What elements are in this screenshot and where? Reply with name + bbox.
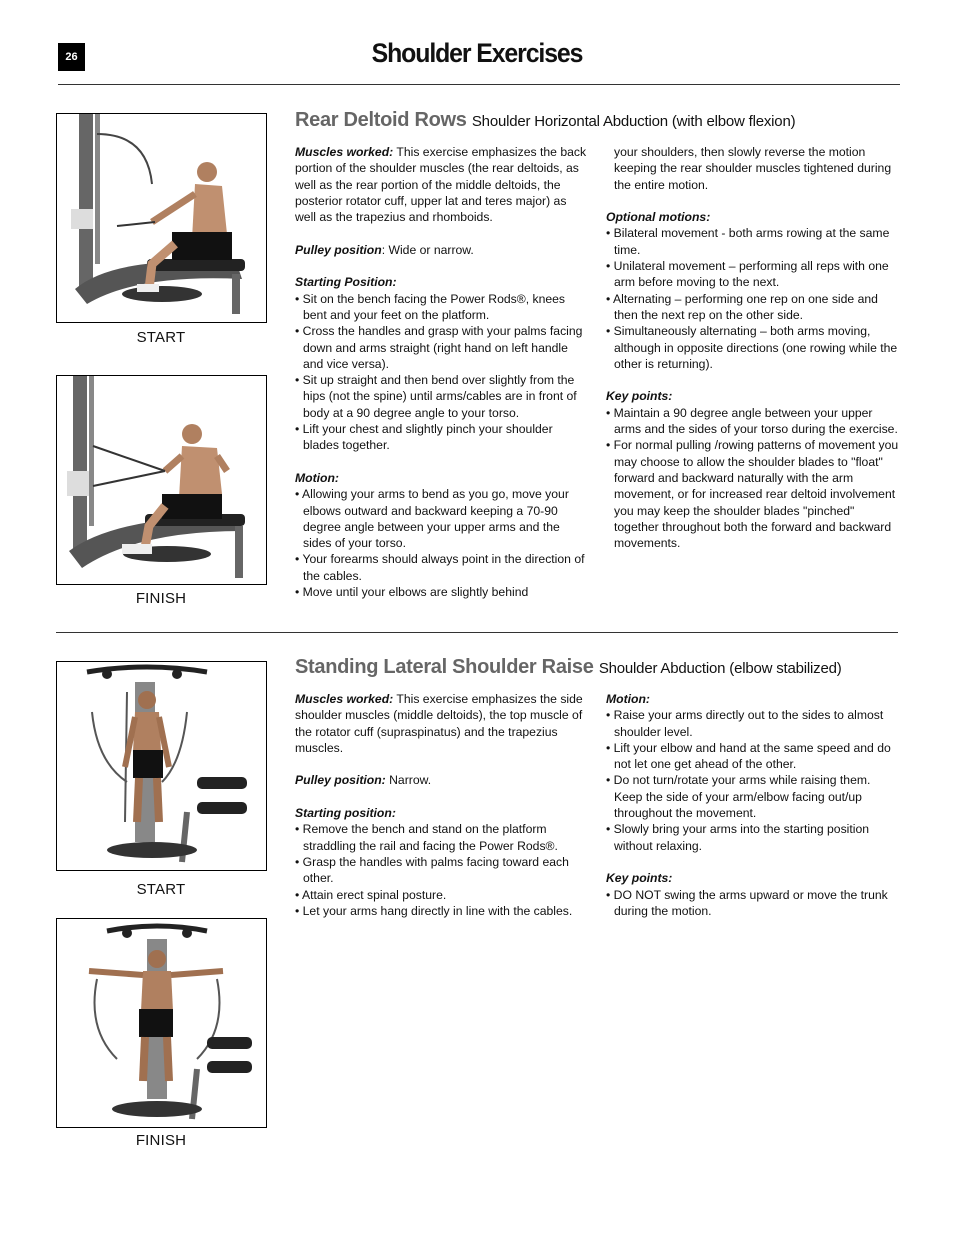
key-points-list <box>606 887 900 920</box>
exercise-subtitle: Shoulder Horizontal Abduction (with elbow flexion) <box>471 113 796 130</box>
page-title: Shoulder Exercises <box>371 38 583 68</box>
list-item: • Raise your arms directly out to the sides to almost shoulder level. <box>606 707 900 740</box>
list-item: • Let your arms hang directly in line with the cables. <box>295 903 590 919</box>
muscles-worked-paragraph <box>295 144 590 225</box>
pulley-position-paragraph <box>295 772 590 788</box>
list-item: • Simultaneously alternating – both arms moving, although in opposite directions (one rowing while the other is returning). <box>606 323 900 372</box>
lateral-raise-start-photo <box>56 661 267 871</box>
list-item: • Slowly bring your arms into the starting position without relaxing. <box>606 821 900 854</box>
starting-position-list <box>295 291 590 454</box>
rear-deltoid-heading <box>295 109 795 132</box>
rear-deltoid-finish-caption: FINISH <box>135 590 187 607</box>
pulley-position-label: Pulley position <box>295 242 382 257</box>
header-rule <box>58 84 900 85</box>
list-item: • Cross the handles and grasp with your palms facing down and arms straight (right hand on left handle and vice versa). <box>295 323 590 372</box>
muscles-worked-paragraph <box>295 691 590 756</box>
pulley-position-text: : Wide or narrow. <box>381 242 474 257</box>
muscles-worked-text: This exercise emphasizes the back portion of the shoulder muscles (the rear deltoids, as well as the rear portion of the middle deltoids, the posterior rotator cuff, upper lat and teres major) as well as the trapezius and rhomboids. <box>295 145 587 225</box>
muscles-worked-label: Muscles worked: <box>295 145 394 159</box>
muscles-worked-text: This exercise emphasizes the side shoulder muscles (middle deltoids), the top muscle of the rotator cuff (supraspinatus) and the trapezius muscles. <box>295 692 583 755</box>
rear-deltoid-start-caption: START <box>136 329 186 346</box>
list-item: • Attain erect spinal posture. <box>295 887 590 903</box>
pulley-position-text: Narrow. <box>389 773 432 788</box>
exercise-subtitle: Shoulder Abduction (elbow stabilized) <box>598 660 842 677</box>
list-item: • Lift your chest and slightly pinch your shoulder blades together. <box>295 421 590 454</box>
list-item: • Alternating – performing one rep on one side and then the next rep on the other side. <box>606 291 900 324</box>
motion-list <box>295 486 590 600</box>
motion-label: Motion: <box>295 470 339 485</box>
starting-position-label: Starting Position: <box>295 275 397 290</box>
rear-deltoid-column-left <box>295 144 590 600</box>
list-item: • Allowing your arms to bend as you go, move your elbows outward and backward keeping a 70-90 degree angle between your upper arms and the sides of your torso. <box>295 486 590 551</box>
pulley-position-paragraph <box>295 242 590 258</box>
lateral-raise-finish-photo <box>56 918 267 1128</box>
exercise-name: Standing Lateral Shoulder Raise <box>295 656 594 678</box>
list-item: • Your forearms should always point in the direction of the cables. <box>295 551 590 584</box>
section-divider <box>56 632 898 633</box>
page-number: 26 <box>58 43 85 71</box>
lateral-raise-finish-caption: FINISH <box>135 1132 187 1149</box>
list-item: • Grasp the handles with palms facing toward each other. <box>295 854 590 887</box>
lateral-raise-column-left <box>295 691 590 919</box>
motion-list <box>606 707 900 854</box>
list-item: • Remove the bench and stand on the platform straddling the rail and facing the Power Rods®. <box>295 821 590 854</box>
rear-deltoid-start-photo <box>56 113 267 323</box>
lateral-raise-heading <box>295 656 842 679</box>
pulley-position-label: Pulley position: <box>295 773 386 788</box>
rear-deltoid-finish-photo <box>56 375 267 585</box>
list-item: • Sit up straight and then bend over slightly from the hips (not the spine) until arms/cables are in front of body at a 90 degree angle to your torso. <box>295 372 590 421</box>
lateral-raise-start-caption: START <box>136 881 186 898</box>
exercise-name: Rear Deltoid Rows <box>295 109 467 131</box>
optional-motions-label: Optional motions: <box>606 210 711 225</box>
list-item: • Unilateral movement – performing all reps with one arm before moving to the next. <box>606 258 900 291</box>
list-item: • Sit on the bench facing the Power Rods®, knees bent and your feet on the platform. <box>295 291 590 324</box>
key-points-list <box>606 405 900 552</box>
lateral-raise-column-right <box>606 691 900 919</box>
motion-label: Motion: <box>606 692 650 706</box>
list-item: • DO NOT swing the arms upward or move the trunk during the motion. <box>606 887 900 920</box>
key-points-label: Key points: <box>606 389 673 404</box>
list-item: • Do not turn/rotate your arms while raising them. Keep the side of your arm/elbow facing out/up throughout the movement. <box>606 772 900 821</box>
key-points-label: Key points: <box>606 871 673 886</box>
muscles-worked-label: Muscles worked: <box>295 692 394 706</box>
starting-position-list <box>295 821 590 919</box>
rear-deltoid-column-right <box>606 144 900 551</box>
optional-motions-list <box>606 225 900 372</box>
list-item: • Bilateral movement - both arms rowing at the same time. <box>606 225 900 258</box>
list-item: • For normal pulling /rowing patterns of movement you may choose to allow the shoulder blades to "float" forward and backward naturally with the arm movement, or for increased rear deltoid involvement you may keep the shoulder blades "pinched" together throughout both the forward and backward movements. <box>606 437 900 551</box>
starting-position-label: Starting position: <box>295 806 396 821</box>
list-item: • Move until your elbows are slightly behind <box>295 584 590 600</box>
list-item: • Lift your elbow and hand at the same speed and do not let one get ahead of the other. <box>606 740 900 773</box>
motion-continued-text: your shoulders, then slowly reverse the motion keeping the rear shoulder muscles tightened during the entire motion. <box>614 145 892 192</box>
list-item: • Maintain a 90 degree angle between your upper arms and the sides of your torso during the exercise. <box>606 405 900 438</box>
